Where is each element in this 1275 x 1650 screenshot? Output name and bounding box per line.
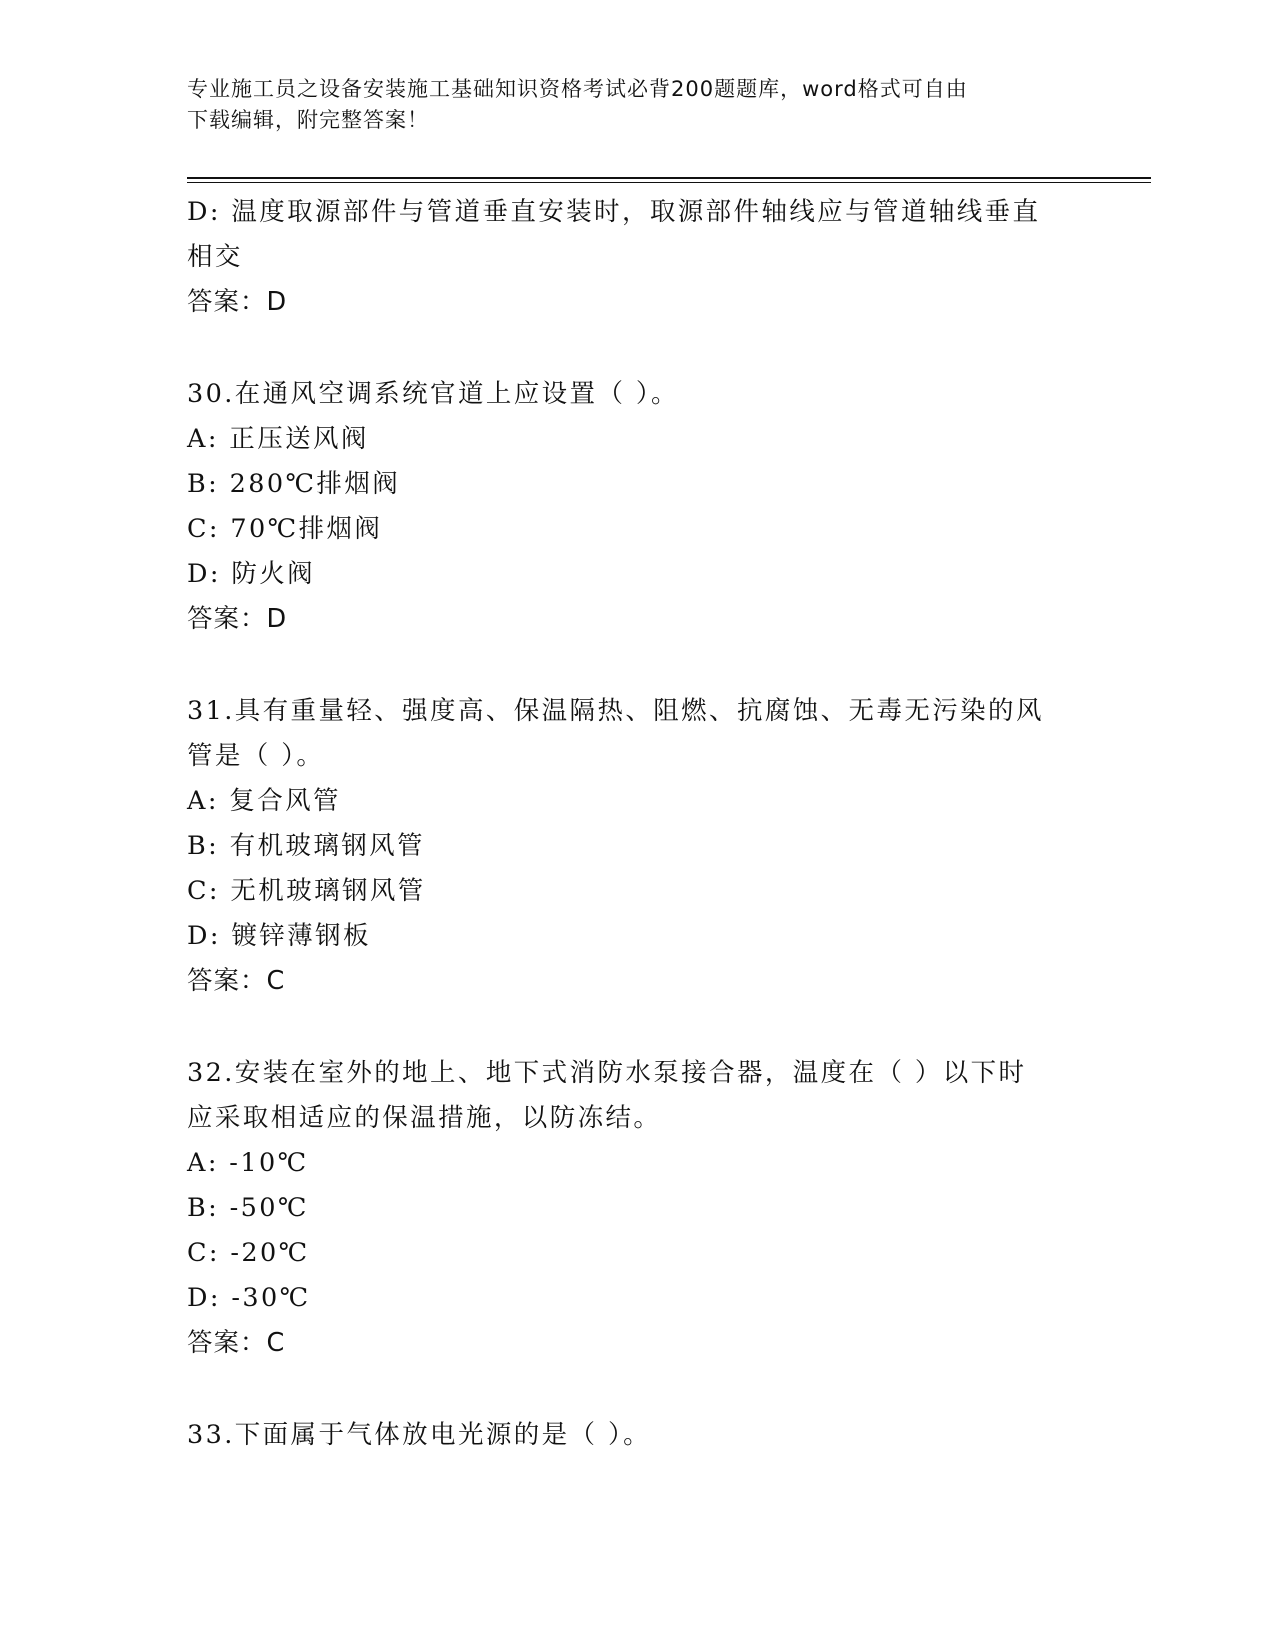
question-stem: 32.安装在室外的地上、地下式消防水泵接合器，温度在（ ）以下时 xyxy=(187,1058,1027,1088)
answer: 答案：D xyxy=(187,604,288,634)
option-b: B: 280℃排烟阀 xyxy=(187,469,401,499)
option-d-continued: 相交 xyxy=(187,242,243,272)
header-divider-thick xyxy=(187,177,1151,179)
question-stem-continued: 管是（ ）。 xyxy=(187,741,325,771)
option-a: A: -10℃ xyxy=(187,1148,309,1178)
answer: 答案：C xyxy=(187,1328,286,1358)
option-c: C: -20℃ xyxy=(187,1238,310,1268)
header-line-2: 下载编辑，附完整答案！ xyxy=(187,108,429,132)
header-line-1: 专业施工员之设备安装施工基础知识资格考试必背200题题库，word格式可自由 xyxy=(187,77,968,101)
question-29-continuation xyxy=(187,190,1087,325)
option-d: D: 防火阀 xyxy=(187,559,316,589)
option-b: B: -50℃ xyxy=(187,1193,309,1223)
question-list xyxy=(187,190,1087,1458)
option-c: C: 70℃排烟阀 xyxy=(187,514,383,544)
option-d: D: 温度取源部件与管道垂直安装时，取源部件轴线应与管道轴线垂直 xyxy=(187,197,1041,227)
header-divider-thin xyxy=(187,182,1151,183)
option-a: A: 复合风管 xyxy=(187,786,341,816)
option-a: A: 正压送风阀 xyxy=(187,424,369,454)
question-33 xyxy=(187,1413,1087,1458)
option-b: B: 有机玻璃钢风管 xyxy=(187,831,425,861)
answer: 答案：C xyxy=(187,966,286,996)
document-header xyxy=(187,74,1067,136)
option-d: D: 镀锌薄钢板 xyxy=(187,921,371,951)
question-30 xyxy=(187,372,1087,642)
answer: 答案：D xyxy=(187,287,288,317)
question-stem-continued: 应采取相适应的保温措施，以防冻结。 xyxy=(187,1103,662,1133)
option-c: C: 无机玻璃钢风管 xyxy=(187,876,426,906)
question-31 xyxy=(187,689,1087,1004)
option-d: D: -30℃ xyxy=(187,1283,311,1313)
question-stem: 31.具有重量轻、强度高、保温隔热、阻燃、抗腐蚀、无毒无污染的风 xyxy=(187,696,1044,726)
question-32 xyxy=(187,1051,1087,1366)
question-stem: 33.下面属于气体放电光源的是（ ）。 xyxy=(187,1420,652,1450)
question-stem: 30.在通风空调系统官道上应设置（ ）。 xyxy=(187,379,679,409)
